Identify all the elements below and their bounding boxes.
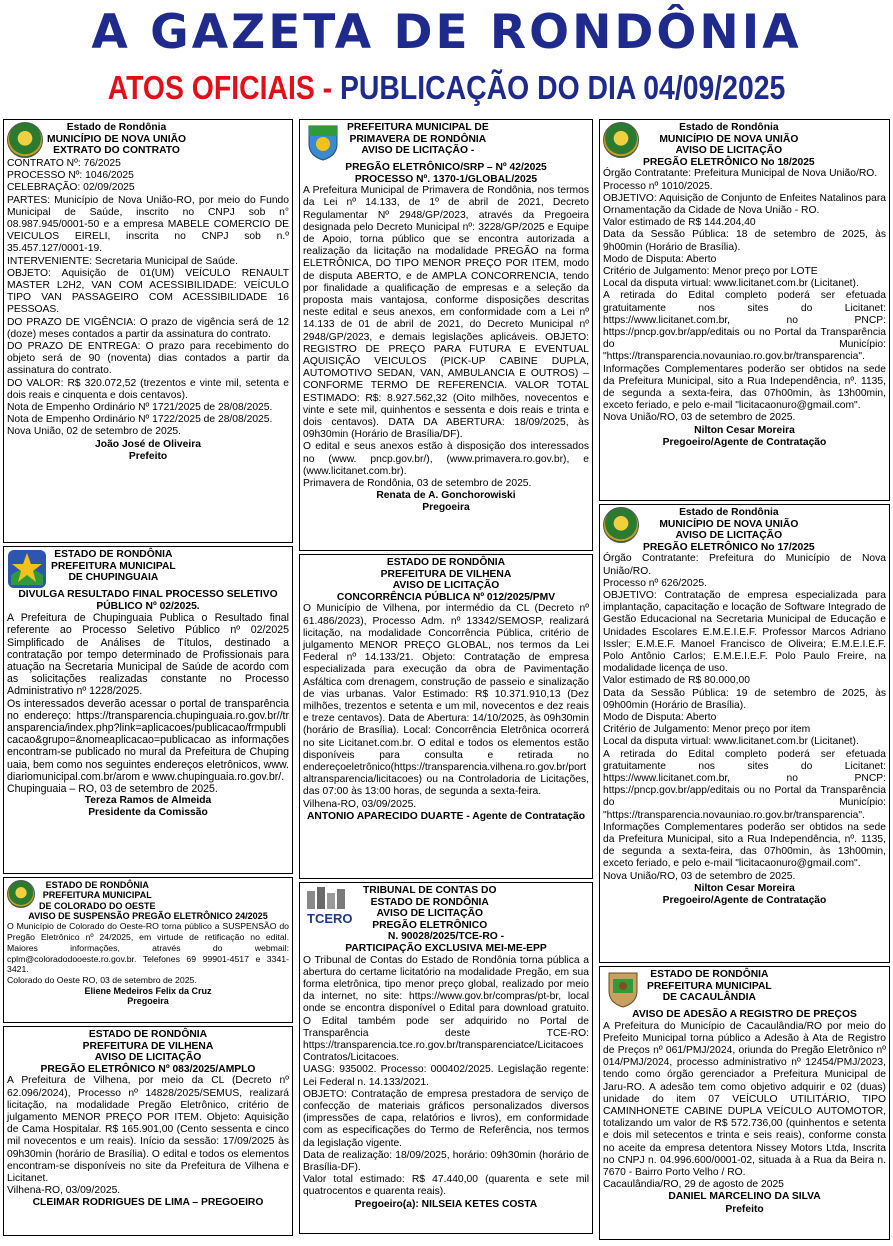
notice-paragraph: PROCESSO Nº: 1046/2025 — [7, 170, 134, 182]
notice-header-line: CONCORRÊNCIA PÚBLICA Nº 012/2025/PMV — [336, 591, 556, 603]
notice-header-line: ESTADO DE RONDÔNIA — [386, 557, 506, 568]
notice-header-line: PREFEITURA DE VILHENA — [380, 568, 512, 580]
cacaulandia-coat-of-arms-icon — [603, 969, 643, 1009]
notice-header-line: PARTICIPAÇÃO EXCLUSIVA MEI-ME-EPP — [345, 942, 547, 954]
notice-header-line: PREGÃO ELETRÔNICO No 18/2025 — [643, 156, 815, 168]
notice-paragraph: Órgão Contratante: Prefeitura Municipal de Nova União/RO. — [603, 168, 878, 180]
rondonia-star-icon — [7, 549, 47, 589]
notice-paragraph: OBJETIVO: Contratação de empresa especializada para implantação, capacitação e locação de Software Integrado de Gestão Educacional na Secretaria Municipal de Educação e Unidades Escolares E.M.E.I.E.F. Professor Marcos Adriano Issler; E.M.E.F. Manoel Francisco de Oliveira; E.M.E.I.E.F. Polo Antônio Carlos; E.M.E.I.E.F. Polo Paulo Freire, na modalidade licença de uso. — [603, 589, 886, 675]
signatory-name: Pregoeiro(a): NILSEIA KETES COSTA — [354, 1198, 538, 1210]
notice-header-line: DIVULGA RESULTADO FINAL PROCESSO SELETIVO PÚBLICO Nº 02/2025. — [18, 589, 278, 612]
notice-date: Chupinguaia – RO, 03 de setembro de 2025. — [7, 783, 218, 796]
nova-uniao-coat-of-arms-icon — [603, 507, 639, 543]
notice-paragraph: OBJETO: Aquisição de 01(UM) VEÍCULO RENAULT MASTER L2H2, VAN COM ACESSIBILIDADE: VEÍCULO TIPO VAN PASSAGEIRO COM ACESSIBILIDADE 16 PESSOAS. — [7, 267, 289, 316]
notice-paragraph: O Município de Colorado do Oeste-RO torna público a SUSPENSÃO do Pregão Eletrônico nº 24/2025, em virtude de retificação no edital. Maiores informações, através do webmail: cplm@coloradodooeste.ro.gov.br. Telefones 69 99901-4517 e 3341-3421. — [7, 921, 289, 975]
notice-header-line: EXTRATO DO CONTRATO — [53, 145, 180, 157]
notice-paragraph: Informações Complementares poderão ser obtidos na sede da Prefeitura Municipal, sito a Rua Independência, nº. 1135, de segunda a sexta-feira, das 07h00min, às 13h00min, exceto feriado, e pelo e-mail "licitacaonuro@gmail.com". — [603, 821, 886, 870]
signatory-name: Nilton Cesar Moreira — [694, 882, 795, 894]
notice-header-line: TRIBUNAL DE CONTAS DO — [363, 885, 497, 896]
signatory-title: Prefeito — [128, 450, 168, 462]
notice-header-line: PREGÃO ELETRÔNICO No 17/2025 — [643, 541, 815, 553]
signatory-name: DANIEL MARCELINO DA SILVA — [668, 1191, 821, 1203]
notice-header-line: ESTADO DE RONDÔNIA — [45, 880, 149, 890]
notice-header-line: ESTADO DE RONDÔNIA — [88, 1029, 208, 1040]
notice-header-line: PREFEITURA MUNICIPAL — [42, 890, 152, 901]
notice-header-line: DE CACAULÂNDIA — [662, 992, 756, 1004]
signatory-name: ANTONIO APARECIDO DUARTE - Agente de Contratação — [306, 810, 586, 822]
notice-paragraph: Valor estimado de R$ 144.204,40 — [603, 217, 756, 229]
notice-nova-uniao-pregao-18 — [599, 119, 890, 501]
notice-date: Nova União/RO, 03 de setembro de 2025. — [603, 412, 796, 424]
signatory-name: Tereza Ramos de Almeida — [84, 795, 212, 807]
notice-vilhena-concorrencia — [299, 554, 593, 879]
signatory-name: Renata de A. Gonchorowiski — [376, 490, 516, 502]
notice-header-line: PREGÃO ELETRÔNICO — [372, 919, 488, 931]
signatory-title: Prefeito — [725, 1203, 764, 1215]
notice-vilhena-pregao — [3, 1026, 293, 1236]
notice-header-line: DE CHUPINGUAIA — [68, 572, 159, 584]
notice-header-line: N. 90028/2025/TCE-RO - — [387, 931, 505, 943]
signatory-title: Pregoeira — [127, 996, 169, 1007]
notice-paragraph: Data de realização: 18/09/2025, horário: 09h30min (horário de Brasília-DF). — [303, 1149, 589, 1174]
notice-paragraph: OBJETIVO: Aquisição de Conjunto de Enfeites Natalinos para Ornamentação da Cidade de Nova União - RO. — [603, 192, 886, 216]
notice-paragraph: Local da disputa virtual: www.licitanet.com.br (Licitanet). — [603, 736, 859, 748]
notice-paragraph: Órgão Contratante: Prefeitura do Município de Nova União/RO. — [603, 553, 886, 577]
notice-header-line: AVISO DE LICITAÇÃO — [376, 908, 484, 920]
notice-paragraph: Modo de Disputa: Aberto — [603, 253, 717, 265]
notice-header-line: AVISO DE SUSPENSÃO PREGÃO ELETRÔNICO 24/2025 — [28, 910, 268, 921]
notice-paragraph: A Prefeitura de Chupinguaia Publica o Resultado final referente ao Processo Seletivo Público nº 02/2025 Simplificado de Análises de Títulos, destinado a contratação por tempo determinado de Profissionais para atuação na Secretaria Municipal de Saúde de acordo com as solicitações realizadas constante no Processo Administrativo nº 1228/2025. — [7, 612, 289, 698]
column-left — [3, 119, 293, 1239]
notice-paragraph: DO VALOR: R$ 320.072,52 (trezentos e vinte mil, setenta e dois reais e cinquenta e dois centavos). — [7, 377, 289, 401]
notice-header-line: PREFEITURA DE VILHENA — [82, 1040, 214, 1052]
notice-paragraph: Modo de Disputa: Aberto — [603, 712, 717, 724]
notice-header-line: ESTADO DE RONDÔNIA — [370, 896, 489, 908]
notice-paragraph: PARTES: Município de Nova União-RO, por meio do Fundo Municipal de Saúde, inscrito no CNPJ sob n° 08.987.945/0001-50 e a empresa MABELE COMERCIO DE VEICULOS EIRELI, inscrita no CNPJ sob n.º 35.457.127/0001-19. — [7, 194, 289, 255]
masthead — [0, 0, 893, 62]
notice-header-line: MUNICÍPIO DE NOVA UNIÃO — [659, 133, 799, 145]
notice-paragraph: Data da Sessão Pública: 18 de setembro de 2025, às 9h00min (Horário de Brasília). — [603, 229, 886, 253]
notice-header-line: PREGÃO ELETRÔNICO Nº 083/2025/AMPLO — [40, 1063, 256, 1075]
notice-header-line: ESTADO DE RONDÔNIA — [54, 549, 173, 560]
notice-paragraph: Valor total estimado: R$ 47.440,00 (quarenta e sete mil quatrocentos e quarenta reais). — [303, 1174, 589, 1198]
notice-paragraph: A Prefeitura do Município de Cacaulândia/RO por meio do Prefeito Municipal torna público a Adesão à Ata de Registro de Preços nº 061/PMJ/2024, oriunda do Pregão Eletrônico nº 014/PMJ/2024, processo administrativo nº 12454/PMJ/2023, tendo como órgão gerenciador a Prefeitura Municipal de Jaru-RO. A adesão tem como objetivo adquirir e 02 (duas) unidade do item 07 VEÍCULO UTILITÁRIO, TIPO CAMINHONETE CABINE DUPLA VEÍCULO AUTOMOTOR, totalizando um valor de R$ 572.736,00 (quinhentos e setenta e dois mil setecentos e trinta e seis reais), conforme consta no aceite da empresa detentora Nissey Motors Ltda, Inscrita no CNPJ n. 04.996.600/0001-02, situada à a Rua da Beira n. 7670 - Bairro Porto Velho / RO. — [603, 1020, 886, 1179]
notice-header-line: Estado de Rondônia — [66, 122, 167, 133]
notice-header-line: AVISO DE LICITAÇÃO — [675, 145, 783, 157]
notice-paragraph: UASG: 935002. Processo: 000402/2025. Legislação regente: Lei Federal n. 14.133/2021. — [303, 1064, 589, 1088]
banner-separator: - — [314, 69, 341, 106]
notice-date: Nova União, 02 de setembro de 2025. — [7, 426, 182, 438]
notice-paragraph: CONTRATO Nº: 76/2025 — [7, 158, 121, 169]
notice-paragraph: A retirada do Edital completo poderá ser efetuada gratuitamente nos sites do Licitanet: https://www.licitanet.com.br, no PNCP: https://pncp.gov.br/app/editais ou no Portal da Transparência do Município: "https://transparencia.novauniao.ro.gov.br/transparencia". — [603, 748, 886, 821]
notice-nova-uniao-pregao-17 — [599, 504, 890, 963]
notice-paragraph: Critério de Julgamento: Menor preço por item — [603, 724, 811, 736]
notice-chupinguaia-result — [3, 546, 293, 874]
notice-header-line: Estado de Rondônia — [679, 507, 779, 518]
column-middle — [299, 119, 593, 1237]
notice-paragraph: DO PRAZO DE VIGÊNCIA: O prazo de vigência será de 12 (doze) meses contados a partir da assinatura do contrato. — [7, 316, 289, 340]
notice-date: Vilhena-RO, 03/09/2025. — [7, 1185, 121, 1197]
notice-paragraph: DO PRAZO DE ENTREGA: O prazo para recebimento do objeto será de 90 (noventa) dias contados a partir da assinatura do contrato. — [7, 341, 289, 377]
notice-date: Nova União/RO, 03 de setembro de 2025. — [603, 870, 796, 882]
notice-paragraph: Nota de Empenho Ordinário Nº 1722/2025 de 28/08/2025. — [7, 414, 273, 426]
notice-header-line: MUNICÍPIO DE NOVA UNIÃO — [659, 518, 799, 530]
publication-date: PUBLICAÇÃO DO DIA 04/09/2025 — [340, 69, 786, 106]
notice-tce-ro-pregao — [299, 882, 593, 1234]
notice-date: Cacaulândia/RO, 29 de agosto de 2025 — [603, 1179, 784, 1191]
primavera-coat-of-arms-icon — [303, 122, 343, 162]
notice-paragraph: O edital e seus anexos estão à disposição dos interessados no (www. pncp.gov.br/), (www.primavera.ro.gov.br), e (www.licitanet.com.br). — [303, 441, 589, 477]
notice-paragraph: Local da disputa virtual: www.licitanet.com.br (Licitanet). — [603, 278, 859, 290]
notice-paragraph: Valor estimado de R$ 80.000,00 — [603, 675, 750, 687]
tcero-logo-text: TCERO — [307, 911, 353, 926]
notice-header-line: PREFEITURA MUNICIPAL — [51, 560, 176, 572]
notice-paragraph: A retirada do Edital completo poderá ser efetuada gratuitamente nos sites do Licitanet: https://www.licitanet.com.br, no PNCP: https://pncp.gov.br/app/editais ou no Portal da Transparência do Município: "https://transparencia.novauniao.ro.gov.br/transparencia". — [603, 290, 886, 363]
notice-header-line: AVISO DE ADESÃO A REGISTRO DE PREÇOS — [632, 1009, 857, 1020]
notice-nova-uniao-contract — [3, 119, 293, 543]
notice-paragraph: O Tribunal de Contas do Estado de Rondônia torna pública a abertura do certame licitatório na modalidade Pregão, em sua forma eletrônica, tipo menor preço global, realizado por meio da internet, no site: https://www.gov.br/compras/pt-br, local onde se encontra disponível o Edital para download gratuito. O Edital também pode ser adquirido no Portal de Transparência deste TCE-RO: https://transparencia.tce.ro.gov.br/transparenciatce/LicitacoesContratos/Licitacoes. — [303, 954, 589, 1064]
notice-paragraph: Nota de Empenho Ordinário Nº 1721/2025 de 28/08/2025. — [7, 402, 273, 414]
notice-header-line: PROCESSO Nº. 1370-1/GLOBAL/2025 — [354, 173, 538, 185]
colorado-coat-of-arms-icon — [7, 880, 35, 908]
notice-cacaulandia-adhesion — [599, 966, 890, 1240]
nova-uniao-coat-of-arms-icon — [7, 122, 43, 158]
signatory-name: Eliene Medeiros Felix da Cruz — [84, 985, 212, 996]
signatory-name: CLEIMAR RODRIGUES DE LIMA – PREGOEIRO — [32, 1197, 264, 1209]
notice-header-line: Estado de Rondônia — [679, 122, 779, 133]
notice-header-line: ESTADO DE RONDÔNIA — [650, 969, 769, 980]
notice-header-line: AVISO DE LICITAÇÃO — [675, 530, 783, 542]
notice-paragraph: Processo nº 626/2025. — [603, 577, 707, 589]
notice-paragraph: Data da Sessão Pública: 19 de setembro de 2025, às 09h00min (Horário de Brasília). — [603, 687, 886, 711]
notice-paragraph: Processo nº 1010/2025. — [603, 180, 713, 192]
signatory-name: João José de Oliveira — [95, 438, 201, 450]
notice-paragraph: O Município de Vilhena, por intermédio da CL (Decreto nº 61.486/2023), Processo Adm. nº 13342/SEMOSP, realizará licitação, na modalidade Concorrência Pública, critério de julgamento MENOR PREÇO GLOBAL, nos termos da Lei Federal nº 14.133/21. Objeto: Contratação de empresa especializada para execução da obra de Pavimentação Asfáltica com drenagem, construção de passeio e sinalização de vias urbanas. Valor Estimado: R$ 10.371.910,13 (Dez milhões, trezentos e setenta e um mil, novecentos e dez reais e treze centavos). Data de Abertura: 14/10/2025, às 09h30min (horário de Brasília). Local: Concorrência Eletrônica ocorrerá no site Licitanet.com.br. O edital e todos os elementos estão disponíveis para consulta e retirada no endereçoeletrônico(https://transparencia.vilhena.ro.gov.br/portaltransparencia/licitacoes) ou na Controladoria de Licitações, das 07:00 às 13:00 horas, de segunda a sexta-feira. — [303, 603, 589, 798]
notice-header-line: MUNICÍPIO DE NOVA UNIÃO — [47, 133, 187, 145]
notice-header-line: DE COLORADO DO OESTE — [39, 900, 156, 911]
notice-header-line: PRIMAVERA DE RONDÔNIA — [349, 133, 487, 145]
nova-uniao-coat-of-arms-icon — [603, 122, 639, 158]
edition-banner — [63, 62, 831, 114]
notice-primavera-pregao — [299, 119, 593, 551]
notice-date: Primavera de Rondônia, 03 de setembro de 2025. — [303, 478, 532, 490]
notice-paragraph: Informações Complementares poderão ser obtidos na sede da Prefeitura Municipal, sito a Rua Independência, nº. 1135, de segunda a sexta-feira, das 07h00min, às 13h00min, exceto feriado, e pelo e-mail "licitacaonuro@gmail.com". — [603, 363, 886, 412]
notice-paragraph: A Prefeitura de Vilhena, por meio da CL (Decreto nº 62.096/2024), Processo nº 14828/2025/SEMUS, realizará licitação, na modalidade Pregão Eletrônico, critério de julgamento MENOR PREÇO POR ITEM. Objeto: Aquisição de Cama Hospitalar. R$ 165.901,00 (Cento sessenta e cinco mil novecentos e um reais). Início da sessão: 17/09/2025 às 09h30min (horário de Brasília). O edital e todos os elementos encontram-se disponíveis no site da Prefeitura de Vilhena e Licitanet. — [7, 1075, 289, 1184]
notice-header-line: PREFEITURA MUNICIPAL DE — [347, 122, 489, 133]
notice-header-line: AVISO DE LICITAÇÃO - — [361, 145, 475, 157]
signatory-name: Nilton Cesar Moreira — [694, 424, 795, 436]
newspaper-title: A GAZETA DE RONDÔNIA — [91, 5, 802, 60]
column-right — [599, 119, 890, 1243]
notice-header-line: AVISO DE LICITAÇÃO — [94, 1052, 202, 1064]
notice-colorado-suspension — [3, 877, 293, 1023]
notice-paragraph: Critério de Julgamento: Menor preço por LOTE — [603, 266, 818, 277]
tcero-logo — [303, 885, 359, 929]
notice-header-line: PREGÃO ELETRÔNICO/SRP – Nº 42/2025 — [345, 162, 547, 173]
notice-date: Vilhena-RO, 03/09/2025. — [303, 798, 417, 810]
section-title: ATOS OFICIAIS — [107, 69, 315, 106]
signatory-title: Pregoeira — [422, 502, 470, 514]
signatory-title: Presidente da Comissão — [88, 807, 208, 819]
notice-paragraph: CELEBRAÇÃO: 02/09/2025 — [7, 182, 135, 194]
signatory-title: Pregoeiro/Agente de Contratação — [662, 895, 827, 907]
notice-header-line: AVISO DE LICITAÇÃO — [392, 580, 500, 592]
notice-paragraph: INTERVENIENTE: Secretaria Municipal de Saúde. — [7, 255, 239, 267]
signatory-title: Pregoeiro/Agente de Contratação — [662, 436, 827, 448]
notice-header-line: PREFEITURA MUNICIPAL — [647, 980, 772, 992]
notice-paragraph: A Prefeitura Municipal de Primavera de Rondônia, nos termos da Lei nº 14.133, de 1º de abril de 2021, Decreto Regulamentar Nº 2948/GP/2023, através da Pregoeira designada pelo Decreto Municipal nº: 3228/GP/2025 e Equipe de Apoio, torna público que se encontra autorizada a realização da licitação na modalidade PREGÃO na forma ELETRÔNICA, DO TIPO MENOR PREÇO POR ITEM, modo de disputa ABERTO, e de AMPLA CONCORRENCIA, tendo por finalidade a qualificação de empresas e a seleção da proposta mais vantajosa, conforme disposições descritas neste edital e seus anexos, em conformidade com a Lei nº 14.133 de 01 de abril de 2021, do Decreto Municipal nº 2948/GP/2023, e demais legislações aplicáveis. OBJETO: REGISTRO DE PREÇO PARA FUTURA E EVENTUAL AQUISIÇÃO VEICULOS (PICK-UP CABINE DUPLA, AUTOMOTIVO SEDAN, VAN, AMBULANCIA E OUTROS) – CONFORME TERMO DE REFERENCIA. VALOR TOTAL ESTIMADO: R$: 8.927.562,32 (Oito milhões, novecentos e vinte e sete mil, quinhentos e sessenta e dois reais e trinta e dois centavos). DATA DA ABERTURA: 18/09/2025, às 09h30min (Horário de Brasília/DF). — [303, 185, 589, 441]
notice-paragraph: OBJETO: Contratação de empresa prestadora de serviço de confecção de materiais gráficos personalizados diversos (impressões de capa, relatórios e livros), em conformidade com as especificações do Termo de Referência, nos termos da legislação vigente. — [303, 1088, 589, 1149]
notice-date: Colorado do Oeste RO, 03 de setembro de 2025. — [7, 975, 197, 986]
notice-paragraph: Os interessados deverão acessar o portal de transparência no endereço: https://transparencia.chupinguaia.ro.gov.br//transparencia/index.php?link=aplicacoes/publicacao/frmpublicacao&grupo=&nomeaplicacao=publicacao as informações encontram-se publicado no mural da Prefeitura de Chupinguaia, bem como nos seguintes endereços eletrônicos, www.diariomunicipal.com.br/arom e www.chupinguaia.ro.gov.br/. — [7, 697, 289, 783]
